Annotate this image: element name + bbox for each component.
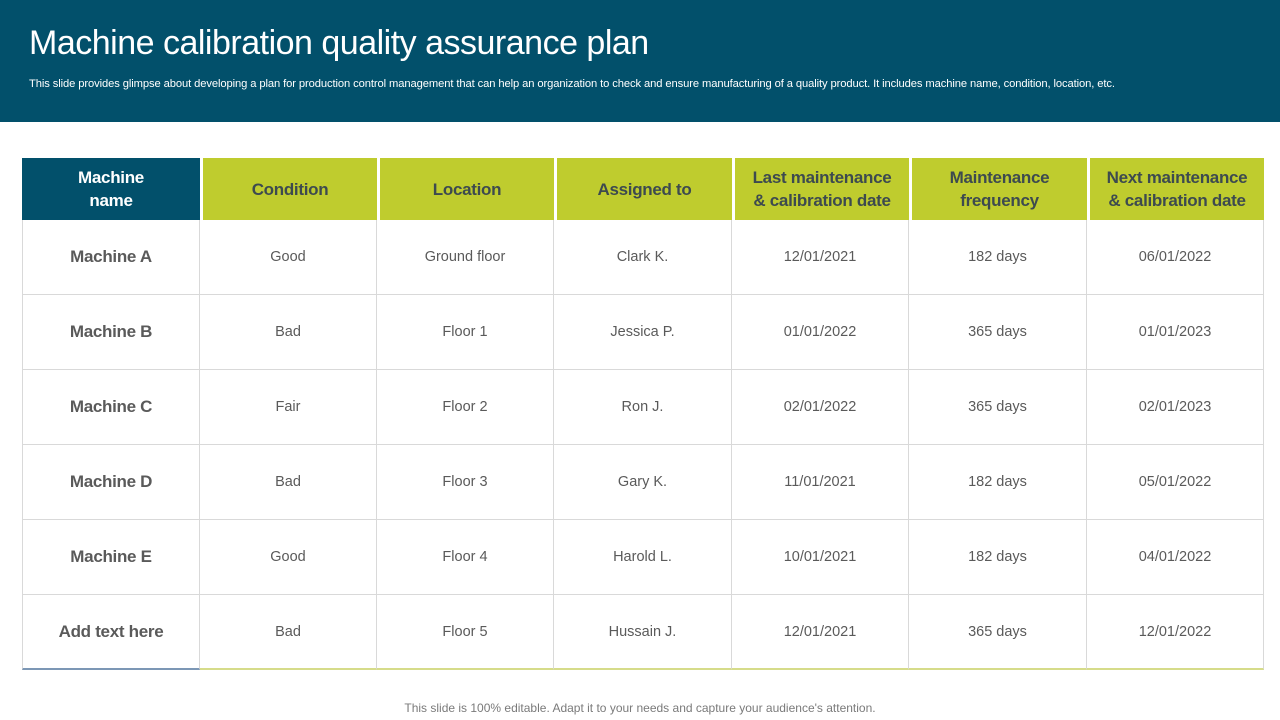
assigned-to-cell: Gary K. bbox=[554, 445, 732, 520]
table-body bbox=[22, 220, 1264, 670]
frequency-cell: 182 days bbox=[909, 220, 1087, 295]
assigned-to-cell: Hussain J. bbox=[554, 595, 732, 670]
machine-name-cell: Machine A bbox=[22, 220, 200, 295]
location-cell: Floor 4 bbox=[377, 520, 554, 595]
condition-cell: Good bbox=[200, 520, 377, 595]
last-maintenance-cell: 12/01/2021 bbox=[732, 220, 909, 295]
next-maintenance-cell: 05/01/2022 bbox=[1087, 445, 1264, 520]
condition-cell: Bad bbox=[200, 595, 377, 670]
assigned-to-cell: Ron J. bbox=[554, 370, 732, 445]
maintenance-table-container bbox=[22, 158, 1264, 670]
location-cell: Ground floor bbox=[377, 220, 554, 295]
machine-name-cell: Machine C bbox=[22, 370, 200, 445]
frequency-cell: 365 days bbox=[909, 295, 1087, 370]
next-maintenance-cell: 04/01/2022 bbox=[1087, 520, 1264, 595]
last-maintenance-cell: 11/01/2021 bbox=[732, 445, 909, 520]
column-header-label: Assigned to bbox=[597, 179, 692, 199]
location-cell: Floor 2 bbox=[377, 370, 554, 445]
column-header-machine-name bbox=[22, 158, 200, 220]
condition-cell: Good bbox=[200, 220, 377, 295]
assigned-to-cell: Harold L. bbox=[554, 520, 732, 595]
machine-name-cell: Machine B bbox=[22, 295, 200, 370]
column-header-maintenance-frequency bbox=[909, 158, 1087, 220]
frequency-cell: 182 days bbox=[909, 445, 1087, 520]
last-maintenance-cell: 10/01/2021 bbox=[732, 520, 909, 595]
column-header-next-maintenance bbox=[1087, 158, 1264, 220]
table-row bbox=[22, 370, 1264, 445]
frequency-cell: 365 days bbox=[909, 595, 1087, 670]
table-row bbox=[22, 445, 1264, 520]
condition-cell: Bad bbox=[200, 445, 377, 520]
column-header-location bbox=[377, 158, 554, 220]
assigned-to-cell: Jessica P. bbox=[554, 295, 732, 370]
machine-name-cell: Machine D bbox=[22, 445, 200, 520]
column-header-label: Maintenance frequency bbox=[949, 168, 1050, 210]
next-maintenance-cell: 01/01/2023 bbox=[1087, 295, 1264, 370]
condition-cell: Fair bbox=[200, 370, 377, 445]
column-header-label: Next maintenance & calibration date bbox=[1106, 168, 1248, 210]
column-header-condition bbox=[200, 158, 377, 220]
column-header-label: Location bbox=[432, 179, 502, 199]
last-maintenance-cell: 01/01/2022 bbox=[732, 295, 909, 370]
location-cell: Floor 1 bbox=[377, 295, 554, 370]
next-maintenance-cell: 12/01/2022 bbox=[1087, 595, 1264, 670]
table-row bbox=[22, 595, 1264, 670]
last-maintenance-cell: 12/01/2021 bbox=[732, 595, 909, 670]
column-header-assigned-to bbox=[554, 158, 732, 220]
page-subtitle: This slide provides glimpse about developing a plan for production control management that can help an organization to check and ensure manufacturing of a quality product. It includes machine name, condition, location, etc. bbox=[29, 78, 1115, 90]
condition-cell: Bad bbox=[200, 295, 377, 370]
header-banner bbox=[0, 0, 1280, 122]
next-maintenance-cell: 06/01/2022 bbox=[1087, 220, 1264, 295]
frequency-cell: 182 days bbox=[909, 520, 1087, 595]
table-row bbox=[22, 520, 1264, 595]
next-maintenance-cell: 02/01/2023 bbox=[1087, 370, 1264, 445]
location-cell: Floor 3 bbox=[377, 445, 554, 520]
footer-note: This slide is 100% editable. Adapt it to your needs and capture your audience's attention. bbox=[404, 701, 876, 715]
table-row bbox=[22, 220, 1264, 295]
column-header-label: Condition bbox=[251, 179, 329, 199]
last-maintenance-cell: 02/01/2022 bbox=[732, 370, 909, 445]
frequency-cell: 365 days bbox=[909, 370, 1087, 445]
column-header-label: Machine name bbox=[78, 168, 144, 210]
maintenance-table bbox=[22, 158, 1264, 670]
location-cell: Floor 5 bbox=[377, 595, 554, 670]
machine-name-cell: Add text here bbox=[22, 595, 200, 670]
table-header-row bbox=[22, 158, 1264, 220]
table-row bbox=[22, 295, 1264, 370]
assigned-to-cell: Clark K. bbox=[554, 220, 732, 295]
page-title: Machine calibration quality assurance plan bbox=[29, 24, 649, 62]
machine-name-cell: Machine E bbox=[22, 520, 200, 595]
column-header-label: Last maintenance & calibration date bbox=[752, 168, 892, 210]
column-header-last-maintenance bbox=[732, 158, 909, 220]
